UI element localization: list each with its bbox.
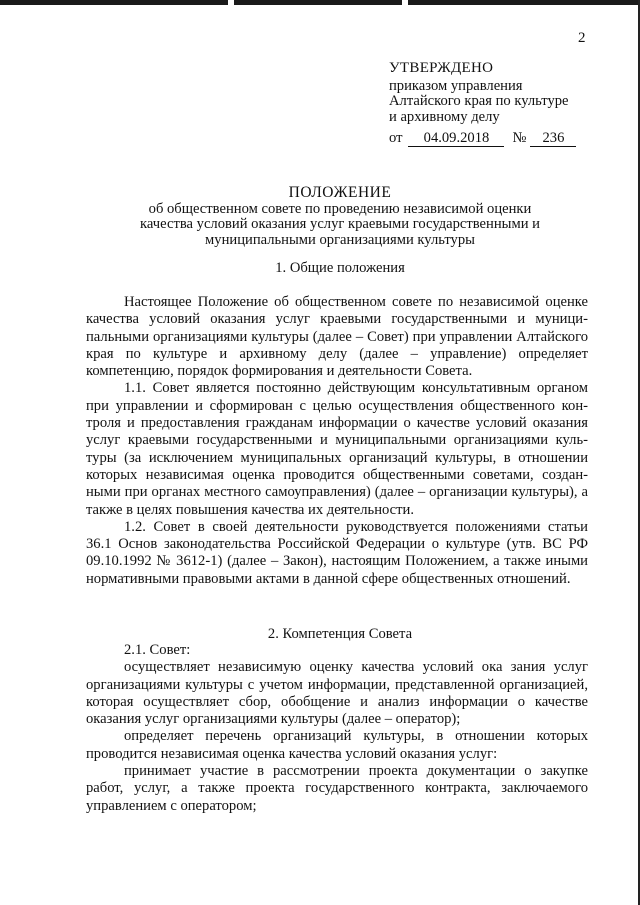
paragraph: Настоящее Положение об общественном совете по независимой оценке качества условий оказания услуг краевыми государственными и муниципальными организациями культуры (далее – Совет) при управлении Алтайского края по культуре и архивному делу (далее – управление) определяет компетенцию, порядок формирования и деятельности Совета. bbox=[86, 294, 588, 380]
section-1-body bbox=[86, 294, 588, 588]
order-date: 04.09.2018 bbox=[408, 131, 504, 147]
section-1-heading: 1. Общие положения bbox=[275, 260, 405, 276]
paragraph: определяет перечень организаций культуры, в отношении которых проводится независимая оценка качества условий оказания услуг: bbox=[86, 728, 588, 762]
document-title-block bbox=[100, 185, 580, 248]
section-2-heading: 2. Компетенция Совета bbox=[267, 626, 413, 642]
order-number: 236 bbox=[530, 131, 576, 147]
order-details bbox=[389, 131, 619, 147]
approval-stamp bbox=[389, 61, 619, 147]
scan-top-edge bbox=[0, 0, 640, 5]
approval-title: УТВЕРЖДЕНО bbox=[389, 60, 494, 76]
approval-line: Алтайского края по культуре bbox=[389, 93, 569, 109]
paragraph: 2.1. Совет: bbox=[124, 642, 191, 658]
paragraph: принимает участие в рассмотрении проекта документации о закупке работ, услуг, а также проекта государственного контракта, заключаемого управлением с оператором; bbox=[86, 763, 588, 814]
scan-edge-notch bbox=[402, 0, 408, 5]
paragraph: осуществляет независимую оценку качества условий ока зания услуг организациями культуры с учетом информации, представленной организацией, которая осуществляет сбор, обобщение и анализ информации о качестве оказания услуг организациями культуры (далее – оператор); bbox=[86, 659, 588, 728]
approval-line: приказом управления bbox=[389, 77, 523, 94]
section-2-body bbox=[86, 642, 588, 815]
order-from-label: от bbox=[389, 130, 403, 146]
document-subtitle-line: муниципальными организациями культуры bbox=[205, 231, 475, 248]
approval-line: и архивному делу bbox=[389, 108, 500, 125]
document-subtitle-line: качества условий оказания услуг краевыми государственными и bbox=[140, 216, 540, 232]
scan-edge-notch bbox=[228, 0, 234, 5]
paragraph: 1.1. Совет является постоянно действующим консультативным органом при управлении и сформирован с целью осуществления общественного контроля и предоставления гражданам информации о качестве условий оказания услуг краевыми государственными и муниципальными организациями культуры (за исключением муниципальных организаций культуры, в отношении которых независимая оценка проводится общественными советами, созданными при органах местного самоуправления) (далее – организации культуры), а также в целях повышения качества их деятельности. bbox=[86, 380, 588, 518]
order-number-label: № bbox=[512, 130, 527, 146]
page-number: 2 bbox=[578, 30, 586, 46]
document-subtitle-line: об общественном совете по проведению независимой оценки bbox=[148, 200, 532, 217]
paragraph: 1.2. Совет в своей деятельности руководствуется положениями статьи 36.1 Основ законодательства Российской Федерации о культуре (утв. ВС РФ 09.10.1992 № 3612-1) (далее – Закон), настоящим Положением, а также иными нормативными правовыми актами в данной сфере общественных отношений. bbox=[86, 518, 588, 587]
document-title: ПОЛОЖЕНИЕ bbox=[288, 184, 392, 201]
